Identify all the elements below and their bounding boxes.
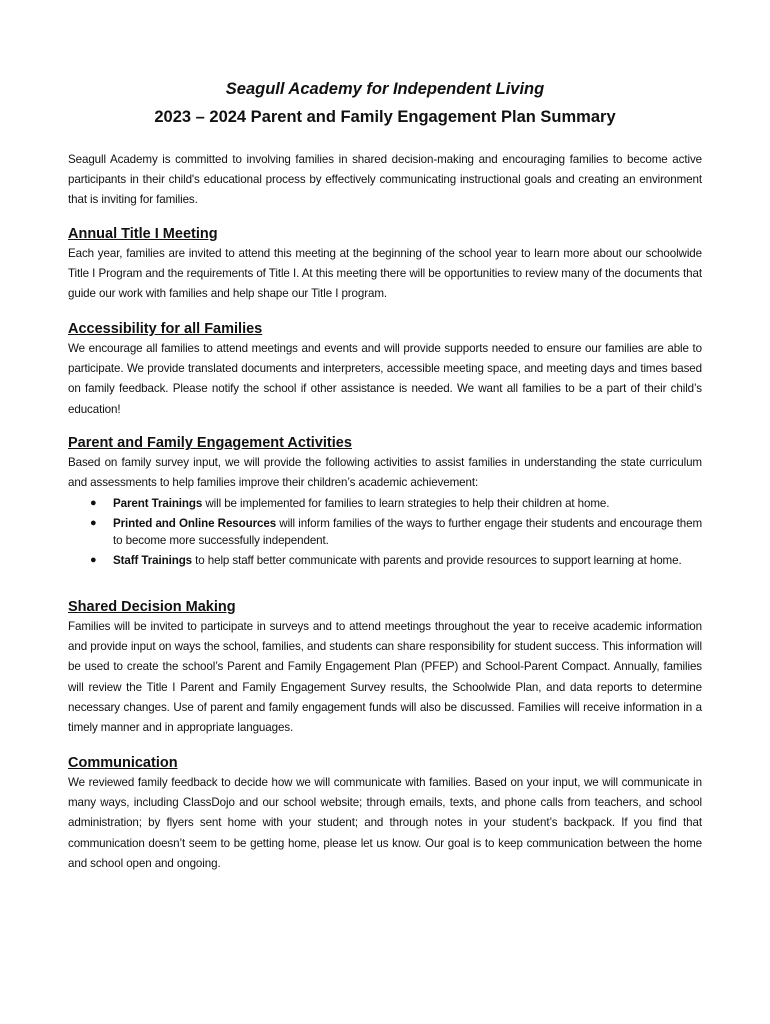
accessibility-paragraph: We encourage all families to attend meetings and events and will provide supports needed to ensure our families are able to participate. We provide translated documents and interpreters, accessible meeting space, and meeting days and times based on family feedback. Please notify the school if other assistance is needed. We want all families to be a part of their child’s education! bbox=[68, 342, 702, 416]
list-item-text: will be implemented for families to learn strategies to help their children at home. bbox=[202, 497, 610, 510]
bullet-icon: ● bbox=[90, 553, 97, 566]
communication-heading: Communication bbox=[68, 755, 178, 771]
list-item-text: will inform families of the ways to further engage their students and encourage them to become more successfully independent. bbox=[113, 516, 703, 547]
communication-paragraph: We reviewed family feedback to decide how we will communicate with families. Based on your input, we will communicate in many ways, including ClassDojo and our school website; through emails, texts, and phone calls from teachers, and school administration; by flyers sent home with your student; and through notes in your student’s backpack. If you find that communication doesn’t seem to be getting home, please let us know. Our goal is to keep communication between the home and school open and ongoing. bbox=[68, 776, 702, 870]
list-item-text: to help staff better communicate with parents and provide resources to support learning at home. bbox=[192, 553, 682, 567]
document-title: Seagull Academy for Independent Living bbox=[225, 80, 545, 98]
document-subtitle: 2023 – 2024 Parent and Family Engagement Plan Summary bbox=[154, 108, 616, 126]
activities-list bbox=[68, 495, 702, 571]
bullet-icon: ● bbox=[90, 516, 97, 529]
bullet-icon: ● bbox=[90, 497, 97, 509]
intro-paragraph: Seagull Academy is committed to involving families in shared decision-making and encouraging families to become active participants in their child's educational process by effectively communicating instructional goals and creating an environment that is inviting for families. bbox=[68, 153, 702, 207]
accessibility-heading: Accessibility for all Families bbox=[68, 321, 263, 337]
list-item bbox=[68, 515, 702, 550]
annual-meeting-paragraph: Each year, families are invited to attend this meeting at the beginning of the school year to learn more about our schoolwide Title I Program and the requirements of Title I. At this meeting there will be opportunities to review many of the documents that guide our work with families and help shape our Title I program. bbox=[68, 247, 702, 301]
list-item-bold: Printed and Online Resources bbox=[113, 516, 277, 530]
list-item bbox=[68, 552, 702, 570]
activities-heading: Parent and Family Engagement Activities bbox=[68, 435, 352, 451]
shared-decision-heading: Shared Decision Making bbox=[68, 599, 236, 615]
list-item-bold: Staff Trainings bbox=[113, 553, 193, 567]
list-item-bold: Parent Trainings bbox=[113, 497, 203, 510]
activities-paragraph: Based on family survey input, we will provide the following activities to assist families in understanding the state curriculum and assessments to help families improve their children’s academic achievement: bbox=[68, 456, 702, 490]
list-item bbox=[68, 495, 702, 513]
shared-decision-paragraph: Families will be invited to participate in surveys and to attend meetings throughout the year to receive academic information and provide input on ways the school, families, and students can share responsibility for student success. This information will be used to create the school’s Parent and Family Engagement Plan (PFEP) and School-Parent Compact. Annually, families will review the Title I Parent and Family Engagement Survey results, the Schoolwide Plan, and data reports to determine necessary changes. Use of parent and family engagement funds will also be discussed. Families will receive information in a timely manner and in appropriate languages. bbox=[68, 620, 702, 735]
annual-meeting-heading: Annual Title I Meeting bbox=[68, 226, 218, 242]
